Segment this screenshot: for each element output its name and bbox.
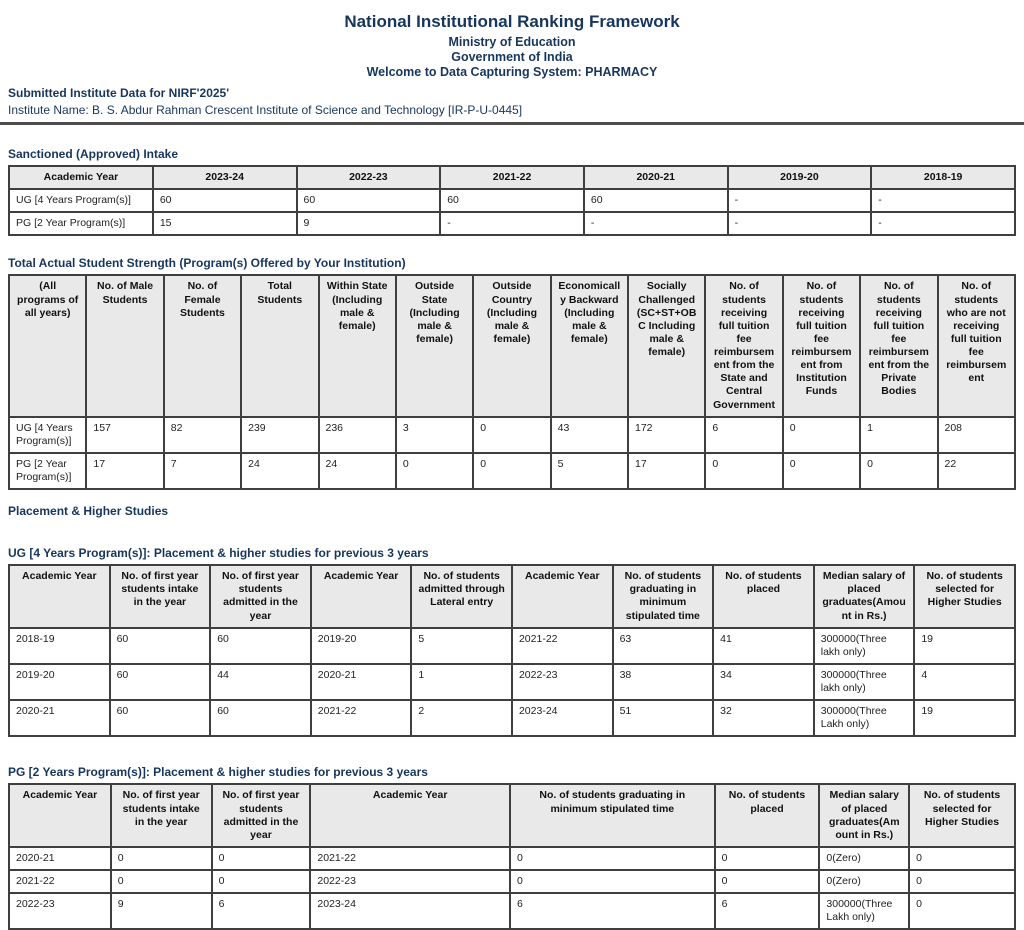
column-header: No. of students receiving full tuition fee reimbursement from Institution Funds xyxy=(783,275,860,416)
table-cell: 2021-22 xyxy=(310,847,510,870)
table-cell: 0 xyxy=(705,453,782,489)
table-cell: PG [2 Year Program(s)] xyxy=(9,212,153,235)
page-header xyxy=(0,0,1024,79)
column-header: No. of students receiving full tuition fee reimbursement from the Private Bodies xyxy=(860,275,937,416)
table-cell: 0 xyxy=(909,870,1015,893)
table-cell: 239 xyxy=(241,417,318,453)
table-cell: 15 xyxy=(153,212,297,235)
table-cell: 60 xyxy=(110,628,211,664)
table-cell: 300000(Three Lakh only) xyxy=(814,700,915,736)
table-cell: 0 xyxy=(860,453,937,489)
section-title-pg-placement: PG [2 Years Program(s)]: Placement & higher studies for previous 3 years xyxy=(8,765,428,780)
table-cell: 4 xyxy=(914,664,1015,700)
table-cell: 0 xyxy=(111,847,212,870)
table-cell: 2020-21 xyxy=(9,700,110,736)
table-cell: 22 xyxy=(938,453,1016,489)
table-cell: 1 xyxy=(860,417,937,453)
ug-placement-table xyxy=(8,564,1016,737)
column-header: Academic Year xyxy=(9,784,111,847)
column-header: 2018-19 xyxy=(871,166,1015,189)
table-cell: 0 xyxy=(473,417,550,453)
table-cell: 60 xyxy=(110,700,211,736)
table-cell: 60 xyxy=(584,189,728,212)
table-header-row xyxy=(9,166,1015,189)
column-header: No. of first year students intake in the year xyxy=(111,784,212,847)
table-cell: 19 xyxy=(914,628,1015,664)
table-header-row xyxy=(9,275,1015,416)
table-cell: 2022-23 xyxy=(512,664,613,700)
institute-meta xyxy=(8,86,1016,117)
table-cell: 34 xyxy=(713,664,814,700)
column-header: No. of students graduating in minimum stipulated time xyxy=(613,565,714,628)
table-cell: 60 xyxy=(153,189,297,212)
column-header: No. of students placed xyxy=(715,784,820,847)
student-strength-table xyxy=(8,274,1016,490)
header-divider xyxy=(0,122,1024,125)
section-title-sanctioned-intake: Sanctioned (Approved) Intake xyxy=(8,147,179,161)
column-header: Academic Year xyxy=(9,166,153,189)
column-header: Median salary of placed graduates(Amount in Rs.) xyxy=(819,784,909,847)
column-header: No. of Male Students xyxy=(86,275,163,416)
section-title-placement: Placement & Higher Studies xyxy=(8,504,169,519)
table-cell: 157 xyxy=(86,417,163,453)
section-title-ug-placement: UG [4 Years Program(s)]: Placement & higher studies for previous 3 years xyxy=(8,546,429,561)
table-cell: 2023-24 xyxy=(512,700,613,736)
table-cell: 0 xyxy=(783,453,860,489)
table-cell: 38 xyxy=(613,664,714,700)
table-cell: 60 xyxy=(110,664,211,700)
table-cell: 2021-22 xyxy=(311,700,412,736)
table-cell: - xyxy=(871,212,1015,235)
table-cell: 0 xyxy=(212,847,311,870)
table-row xyxy=(9,847,1015,870)
column-header: Academic Year xyxy=(9,565,110,628)
table-cell: 236 xyxy=(319,417,396,453)
column-header: Academic Year xyxy=(512,565,613,628)
table-header-row xyxy=(9,784,1015,847)
table-cell: 17 xyxy=(628,453,705,489)
table-cell: 17 xyxy=(86,453,163,489)
table-cell: 82 xyxy=(164,417,241,453)
table-cell: 0 xyxy=(715,870,820,893)
table-cell: 2020-21 xyxy=(311,664,412,700)
table-cell: 6 xyxy=(705,417,782,453)
column-header: No. of students receiving full tuition fee reimbursement from the State and Central Government xyxy=(705,275,782,416)
sanctioned-intake-table xyxy=(8,165,1016,236)
table-row xyxy=(9,417,1015,453)
table-cell: 19 xyxy=(914,700,1015,736)
table-cell: 300000(Three lakh only) xyxy=(814,664,915,700)
table-cell: - xyxy=(728,212,872,235)
table-row xyxy=(9,628,1015,664)
table-cell: 2019-20 xyxy=(311,628,412,664)
table-cell: 2022-23 xyxy=(310,870,510,893)
table-cell: 24 xyxy=(241,453,318,489)
table-cell: 0 xyxy=(510,870,715,893)
header-subtitle-government: Government of India xyxy=(451,50,573,64)
table-cell: 1 xyxy=(411,664,512,700)
header-subtitle-welcome: Welcome to Data Capturing System: PHARMACY xyxy=(366,65,658,79)
table-cell: 60 xyxy=(210,628,311,664)
table-cell: 300000(Three Lakh only) xyxy=(819,893,909,929)
table-cell: 6 xyxy=(212,893,311,929)
table-cell: 32 xyxy=(713,700,814,736)
table-cell: 0(Zero) xyxy=(819,870,909,893)
column-header: Median salary of placed graduates(Amount in Rs.) xyxy=(814,565,915,628)
column-header: 2021-22 xyxy=(440,166,584,189)
column-header: No. of students placed xyxy=(713,565,814,628)
column-header: Academic Year xyxy=(310,784,510,847)
column-header: Economically Backward (Including male & female) xyxy=(551,275,628,416)
table-cell: 63 xyxy=(613,628,714,664)
column-header: Total Students xyxy=(241,275,318,416)
table-cell: 208 xyxy=(938,417,1016,453)
table-cell: 300000(Three lakh only) xyxy=(814,628,915,664)
table-row xyxy=(9,700,1015,736)
column-header: Within State (Including male & female) xyxy=(319,275,396,416)
table-cell: 172 xyxy=(628,417,705,453)
column-header: No. of students selected for Higher Studies xyxy=(909,784,1015,847)
table-cell: 0 xyxy=(473,453,550,489)
column-header: No. of first year students intake in the year xyxy=(110,565,211,628)
table-cell: 43 xyxy=(551,417,628,453)
table-cell: 0 xyxy=(212,870,311,893)
table-cell: - xyxy=(871,189,1015,212)
table-cell: UG [4 Years Program(s)] xyxy=(9,189,153,212)
page-title: National Institutional Ranking Framework xyxy=(344,12,680,31)
table-row xyxy=(9,453,1015,489)
table-cell: 2 xyxy=(411,700,512,736)
table-cell: 24 xyxy=(319,453,396,489)
table-cell: 5 xyxy=(411,628,512,664)
table-cell: 41 xyxy=(713,628,814,664)
table-cell: PG [2 Year Program(s)] xyxy=(9,453,86,489)
column-header: No. of students graduating in minimum stipulated time xyxy=(510,784,715,847)
table-cell: 60 xyxy=(440,189,584,212)
table-cell: 60 xyxy=(297,189,441,212)
table-cell: 2019-20 xyxy=(9,664,110,700)
table-cell: - xyxy=(584,212,728,235)
table-cell: 60 xyxy=(210,700,311,736)
table-cell: 9 xyxy=(297,212,441,235)
column-header: No. of Female Students xyxy=(164,275,241,416)
column-header: Socially Challenged (SC+ST+OBC Including male & female) xyxy=(628,275,705,416)
table-cell: 51 xyxy=(613,700,714,736)
table-cell: - xyxy=(440,212,584,235)
table-cell: 0 xyxy=(909,893,1015,929)
column-header: 2023-24 xyxy=(153,166,297,189)
table-cell: 3 xyxy=(396,417,473,453)
table-row xyxy=(9,870,1015,893)
table-cell: 2021-22 xyxy=(9,870,111,893)
table-cell: UG [4 Years Program(s)] xyxy=(9,417,86,453)
table-header-row xyxy=(9,565,1015,628)
table-cell: 9 xyxy=(111,893,212,929)
table-row xyxy=(9,664,1015,700)
column-header: Outside State (Including male & female) xyxy=(396,275,473,416)
table-row xyxy=(9,212,1015,235)
table-cell: 2023-24 xyxy=(310,893,510,929)
table-cell: 2018-19 xyxy=(9,628,110,664)
table-cell: 7 xyxy=(164,453,241,489)
table-cell: 0 xyxy=(111,870,212,893)
table-cell: 0 xyxy=(396,453,473,489)
column-header: 2019-20 xyxy=(728,166,872,189)
table-cell: 2022-23 xyxy=(9,893,111,929)
section-title-student-strength: Total Actual Student Strength (Program(s) Offered by Your Institution) xyxy=(8,256,406,271)
column-header: 2022-23 xyxy=(297,166,441,189)
institute-name: Institute Name: B. S. Abdur Rahman Crescent Institute of Science and Technology [IR-P-U-0445] xyxy=(8,103,523,117)
column-header: No. of first year students admitted in the year xyxy=(212,784,311,847)
table-cell: 44 xyxy=(210,664,311,700)
column-header: 2020-21 xyxy=(584,166,728,189)
column-header: Academic Year xyxy=(311,565,412,628)
table-cell: 6 xyxy=(510,893,715,929)
table-cell: 0 xyxy=(783,417,860,453)
table-cell: 0 xyxy=(510,847,715,870)
table-cell: - xyxy=(728,189,872,212)
table-row xyxy=(9,893,1015,929)
column-header: No. of students admitted through Lateral entry xyxy=(411,565,512,628)
table-cell: 2021-22 xyxy=(512,628,613,664)
table-cell: 0 xyxy=(909,847,1015,870)
header-subtitle-ministry: Ministry of Education xyxy=(448,35,576,49)
column-header: No. of students who are not receiving full tuition fee reimbursement xyxy=(938,275,1016,416)
pg-placement-table xyxy=(8,783,1016,930)
table-row xyxy=(9,189,1015,212)
table-cell: 5 xyxy=(551,453,628,489)
submitted-data-label: Submitted Institute Data for NIRF'2025' xyxy=(8,86,230,100)
column-header: (All programs of all years) xyxy=(9,275,86,416)
column-header: Outside Country (Including male & female) xyxy=(473,275,550,416)
column-header: No. of first year students admitted in the year xyxy=(210,565,311,628)
table-cell: 0(Zero) xyxy=(819,847,909,870)
table-cell: 6 xyxy=(715,893,820,929)
table-cell: 2020-21 xyxy=(9,847,111,870)
table-cell: 0 xyxy=(715,847,820,870)
column-header: No. of students selected for Higher Studies xyxy=(914,565,1015,628)
